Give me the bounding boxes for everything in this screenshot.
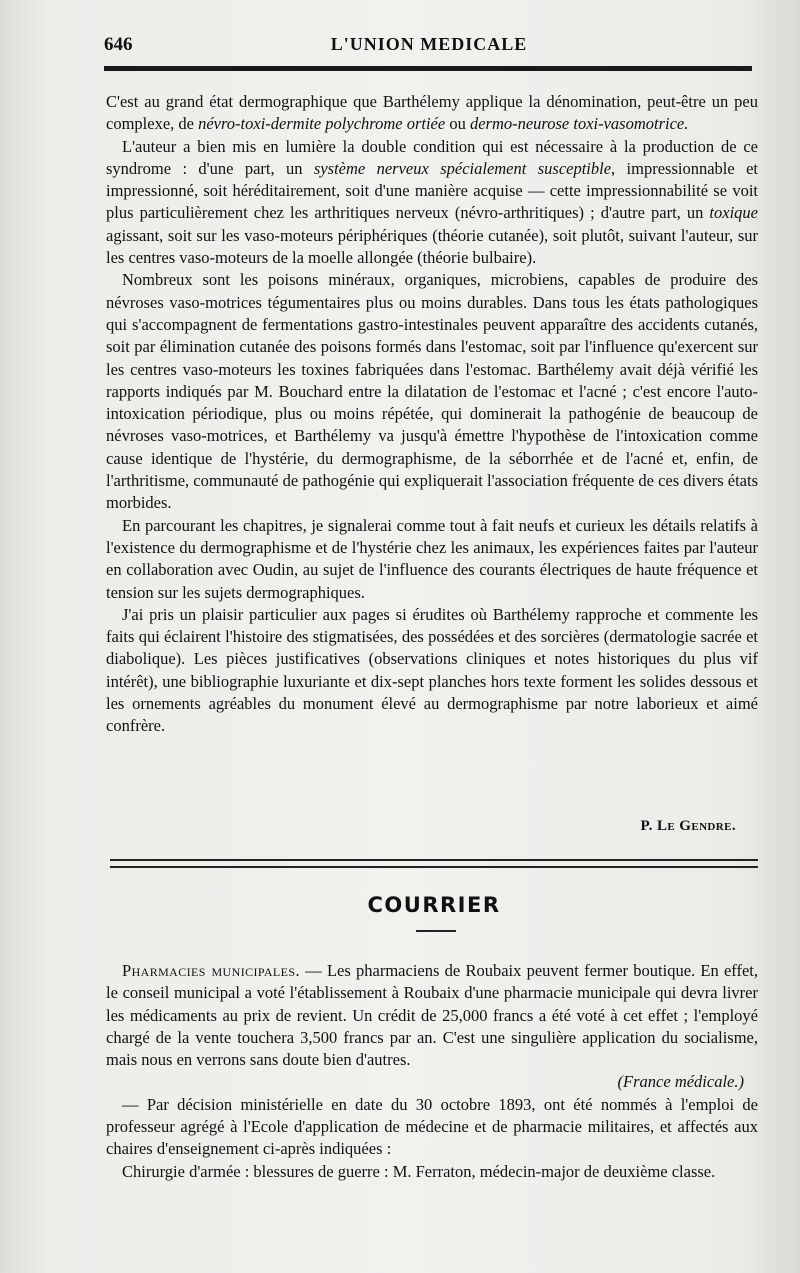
- source-citation: (France médicale.): [617, 1072, 744, 1092]
- news-lead: Pharmacies municipales.: [122, 961, 300, 980]
- italic-term: toxique: [709, 203, 758, 223]
- italic-term: système nerveux spécialement susceptible: [313, 158, 612, 178]
- article-paragraph: [106, 91, 758, 136]
- article-paragraph: En parcourant les chapitres, je signalerai comme tout à fait neufs et curieux les détails relatifs à l'existence du dermographisme et de l'hystérie chez les animaux, les expériences faites par l'auteur en collaboration avec Oudin, au sujet de l'influence des courants électriques de haute fréquence et tension sur les sujets dermographiques.: [106, 515, 758, 602]
- section-divider: [110, 866, 758, 868]
- page-number: 646: [104, 34, 133, 55]
- news-paragraph: — Par décision ministérielle en date du 30 octobre 1893, ont été nommés à l'emploi de professeur agrégé à l'Ecole d'application de médecine et de pharmacie militaires, et affectés aux chaires d'enseignement ci-après indiquées :: [106, 1094, 758, 1159]
- article-paragraph: J'ai pris un plaisir particulier aux pages si érudites où Barthélemy rapproche et commente les faits qui éclairent l'histoire des stigmatisées, des possédées et des sorcières (dermatologie sacrée et diabolique). Les pièces justificatives (observations cliniques et notes historiques du plus vif intérêt), une bibliographie luxuriante et dix-sept planches hors texte forment les solides dessous et les ornements agréables du monument élevé au dermographisme par notre laborieux et aimé confrère.: [106, 604, 758, 736]
- text-run: — Les pharmaciens de Roubaix peuvent fermer boutique. En effet, le conseil municipal a voté l'établissement à Roubaix d'une pharmacie municipale qui devra livrer les médicaments au prix de revient. Un crédit de 25,000 francs a été voté à cet effet ; l'employé chargé de la vente touchera 3,500 francs par an. C'est une singulière application du socialisme, mais nous en verrons sans doute bien d'autres.: [106, 961, 758, 1070]
- courrier-section: [106, 960, 758, 1183]
- section-divider: [110, 859, 758, 861]
- text-run: , impressionnable et impressionné, soit héréditairement, soit d'une manière acquise — cette impressionnabilité se voit plus particulièrement chez les arthritiques nerveux (névro-arthritiques) ; d'autre part, un: [106, 158, 758, 223]
- news-paragraph: Chirurgie d'armée : blessures de guerre : M. Ferraton, médecin-major de deuxième classe.: [122, 1161, 716, 1181]
- text-run: L'auteur a bien mis en lumière la double condition qui est nécessaire à la production de ce syndrome : d'une part, un: [106, 136, 758, 178]
- text-run: agissant, soit sur les vaso-moteurs périphériques (théorie cutanée), soit plutôt, suivant l'auteur, sur les centres vaso-moteurs de la moelle allongée (théorie bulbaire).: [106, 225, 758, 268]
- page-header: [104, 34, 754, 60]
- italic-term: dermo-neurose toxi-vasomotrice.: [469, 114, 689, 134]
- text-run: ou: [445, 114, 470, 134]
- article-paragraph: Nombreux sont les poisons minéraux, organiques, microbiens, capables de produire des névroses vaso-motrices tégumentaires plus ou moins durables. Dans tous les états pathologiques qui s'accompagnent de fermentations gastro-intestinales peuvent apparaître des accidents cutanés, soit par élimination cutanée des poisons formés dans l'estomac, soit par l'influence qu'exercent sur les centres vaso-moteurs les toxines fabriquées dans l'estomac. Barthélemy avait déjà vérifié les rapports indiqués par M. Bouchard entre la dilatation de l'estomac et l'acné ; c'est encore l'auto-intoxication périodique, plus ou moins répétée, qui dominerait la pathogénie de beaucoup de névroses vaso-motrices, et Barthélemy va jusqu'à émettre l'hypothèse de l'intoxication comme cause identique de l'hystérie, du dermographisme, de la séborrhée et de l'acné et, enfin, de l'arthritisme, communauté de pathogénie qui expliquerait l'association fréquente de ces divers états morbides.: [106, 270, 758, 513]
- author-signature: P. Le Gendre.: [640, 818, 736, 834]
- header-rule: [104, 66, 752, 71]
- review-article: [106, 91, 758, 738]
- title-rule: [416, 930, 456, 932]
- italic-term: névro-toxi-dermite polychrome ortiée: [198, 114, 446, 134]
- news-paragraph: [106, 960, 758, 1071]
- running-title: L'UNION MEDICALE: [330, 34, 528, 54]
- section-title: COURRIER: [367, 893, 501, 917]
- text-run: C'est au grand état dermographique que Barthélemy applique la dénomination, peut-être un peu complexe, de: [106, 92, 758, 134]
- article-paragraph: [106, 136, 758, 270]
